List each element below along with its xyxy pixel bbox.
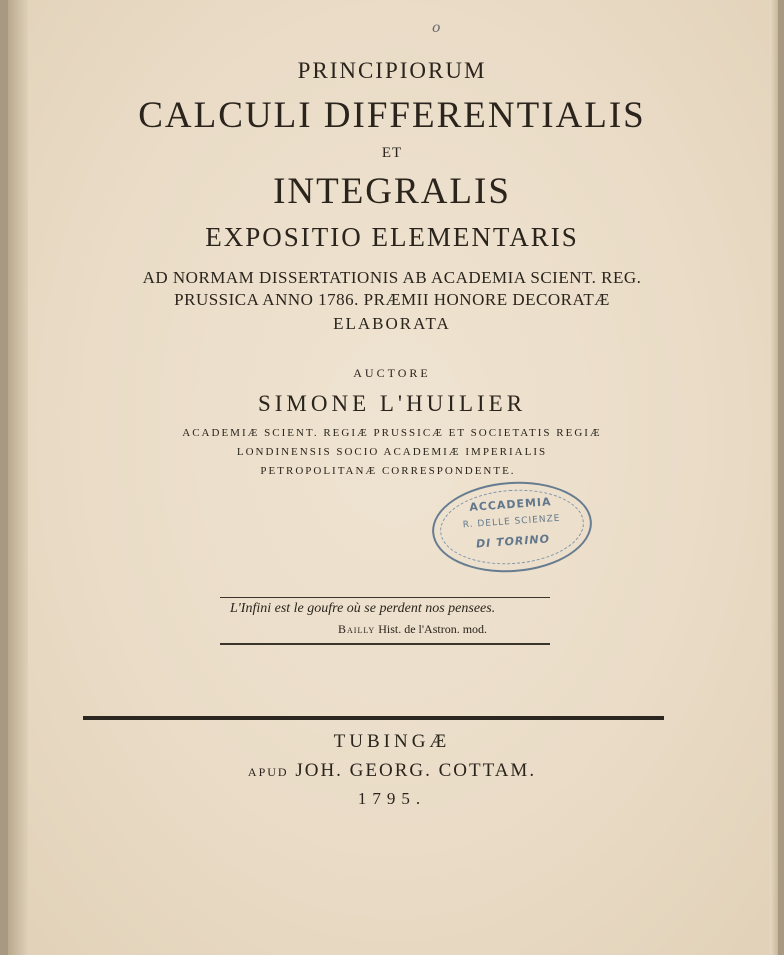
imprint-publisher-line bbox=[0, 760, 784, 782]
epigraph-top-rule bbox=[220, 597, 550, 598]
imprint-apud: APUD bbox=[247, 765, 289, 779]
epigraph-quote: L'Infini est le goufre où se perdent nos pensees. bbox=[230, 601, 496, 616]
title-line-calculi: CALCULI DIFFERENTIALIS bbox=[138, 95, 646, 136]
epigraph-author: Bailly bbox=[338, 622, 376, 636]
page-right-edge bbox=[770, 0, 778, 955]
author-affiliation-3: PETROPOLITANÆ CORRESPONDENTE. bbox=[260, 465, 516, 477]
title-line-elaborata: ELABORATA bbox=[333, 314, 451, 333]
stamp-line-2: R. DELLE SCIENZE bbox=[462, 513, 561, 531]
title-line-normam: AD NORMAM DISSERTATIONIS AB ACADEMIA SCIENT. REG. bbox=[142, 268, 642, 287]
imprint-divider bbox=[83, 716, 664, 720]
auctore-label: AUCTORE bbox=[353, 366, 431, 380]
epigraph-source: Hist. de l'Astron. mod. bbox=[378, 622, 488, 636]
stamp-line-3: DI TORINO bbox=[475, 532, 551, 551]
pencil-mark: o bbox=[432, 20, 441, 36]
title-line-prussica: PRUSSICA ANNO 1786. PRÆMII HONORE DECORATÆ bbox=[174, 290, 610, 309]
author-name: SIMONE L'HUILIER bbox=[257, 391, 527, 416]
title-line-expositio: EXPOSITIO ELEMENTARIS bbox=[205, 222, 579, 252]
page-binding-edge bbox=[8, 0, 28, 955]
epigraph-attribution bbox=[338, 622, 487, 637]
imprint-city: TUBINGÆ bbox=[333, 731, 451, 752]
author-affiliation-1: ACADEMIÆ SCIENT. REGIÆ PRUSSICÆ ET SOCIETATIS REGIÆ bbox=[182, 427, 602, 439]
epigraph-bottom-rule bbox=[220, 643, 550, 645]
title-page bbox=[8, 0, 778, 955]
imprint-publisher: JOH. GEORG. COTTAM. bbox=[295, 760, 537, 781]
stamp-line-1: ACCADEMIA bbox=[468, 495, 552, 514]
imprint-year: 1795. bbox=[357, 789, 427, 808]
title-line-principiorum: PRINCIPIORUM bbox=[297, 58, 487, 83]
title-line-et: ET bbox=[381, 145, 403, 161]
author-affiliation-2: LONDINENSIS SOCIO ACADEMIÆ IMPERIALIS bbox=[236, 446, 548, 458]
title-line-integralis: INTEGRALIS bbox=[273, 171, 511, 212]
